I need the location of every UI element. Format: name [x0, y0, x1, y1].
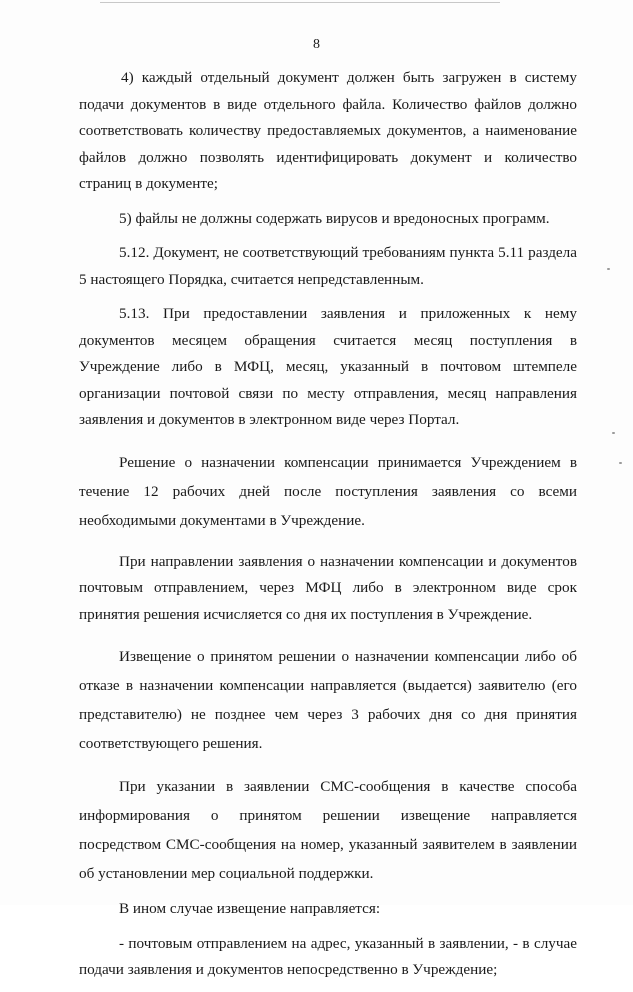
- paragraph-otherwise: В ином случае извещение направляется:: [119, 900, 381, 917]
- document-body: [79, 65, 577, 992]
- paragraph-item-4: 4) каждый отдельный документ должен быть загружен в систему подачи документов в виде отдельного файла. Количество файлов должно соответствовать количеству предоставляемых документов, а наименование файлов должно позволять идентифицировать документ и количество страниц в документе;: [79, 69, 577, 192]
- paragraph-sms-notice: При указании в заявлении СМС-сообщения в качестве способа информирования о принятом решении извещение направляется посредством СМС-сообщения на номер, указанный заявителем в заявлении об установлении мер социальной поддержки.: [79, 778, 577, 882]
- page-number: 8: [313, 37, 320, 52]
- paragraph-clause-5-13: 5.13. При предоставлении заявления и приложенных к нему документов месяцем обращения считается месяц поступления в Учреждение либо в МФЦ, месяц, указанный в почтовом штемпеле организации почтовой связи по месту отправления, месяц направления заявления и документов в электронном виде через Портал.: [79, 305, 577, 428]
- scan-speck: [612, 432, 615, 434]
- paragraph-notice-of-decision: Извещение о принятом решении о назначении компенсации либо об отказе в назначении компенсации направляется (выдается) заявителю (его представителю) не позднее чем через 3 рабочих дня со дня принятия соответствующего решения.: [79, 648, 577, 752]
- scan-speck: [619, 462, 622, 464]
- paragraph-postal-delivery: - почтовым отправлением на адрес, указанный в заявлении, - в случае подачи заявления и документов непосредственно в Учреждение;: [79, 934, 577, 978]
- paragraph-decision-term: Решение о назначении компенсации принимается Учреждением в течение 12 рабочих дней после поступления заявления со всеми необходимыми документами в Учреждение.: [79, 453, 577, 529]
- paragraph-item-5: 5) файлы не должны содержать вирусов и вредоносных программ.: [119, 209, 550, 227]
- top-edge-line: [100, 2, 500, 3]
- scan-speck: [607, 268, 610, 270]
- paragraph-term-calculation: При направлении заявления о назначении компенсации и документов почтовым отправлением, через МФЦ либо в электронном виде срок принятия решения исчисляется со дня их поступления в Учреждение.: [79, 552, 577, 623]
- paragraph-clause-5-12: 5.12. Документ, не соответствующий требованиям пункта 5.11 раздела 5 настоящего Порядка, считается непредставленным.: [79, 244, 577, 288]
